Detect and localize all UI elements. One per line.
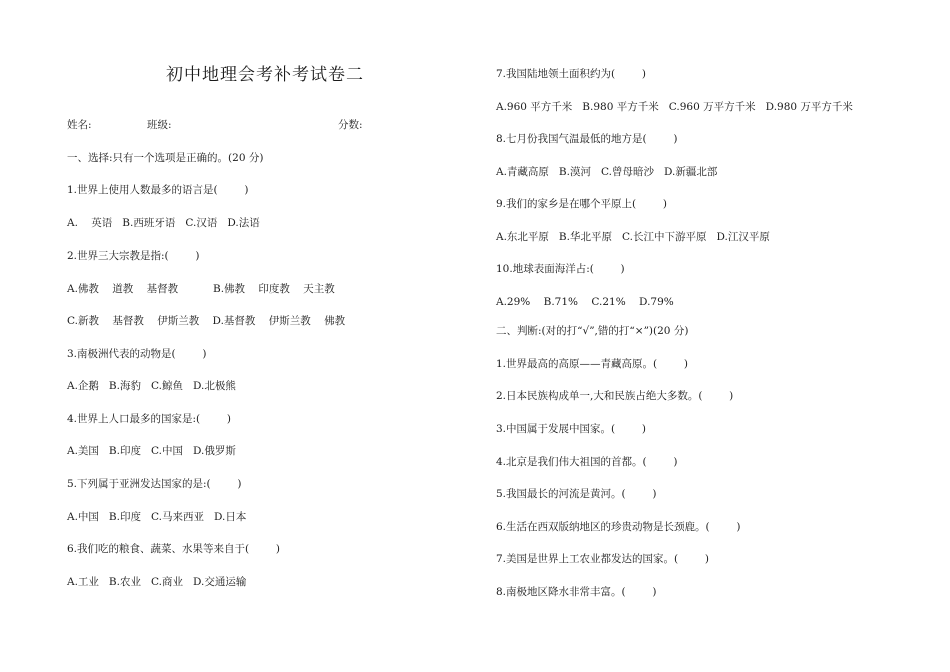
- question-10: 10.地球表面海洋占:( ): [496, 263, 625, 275]
- question-1: 1.世界上使用人数最多的语言是( ): [67, 184, 249, 196]
- question-1-options: A. 英语 B.西班牙语 C.汉语 D.法语: [67, 217, 260, 229]
- question-5-options: A.中国 B.印度 C.马来西亚 D.日本: [67, 511, 247, 523]
- question-7: 7.我国陆地领土面积约为( ): [496, 68, 646, 80]
- question-10-options: A.29% B.71% C.21% D.79%: [496, 296, 674, 308]
- judgment-6: 6.生活在西双版纳地区的珍贵动物是长颈鹿。( ): [496, 521, 741, 533]
- question-7-options: A.960 平方千米 B.980 平方千米 C.960 万平方千米 D.980 万平方千米: [496, 101, 853, 113]
- judgment-4: 4.北京是我们伟大祖国的首都。( ): [496, 456, 678, 468]
- question-8-options: A.青藏高原 B.漠河 C.曾母暗沙 D.新疆北部: [496, 166, 718, 178]
- question-3: 3.南极洲代表的动物是( ): [67, 348, 207, 360]
- question-2: 2.世界三大宗教是指:( ): [67, 250, 200, 262]
- question-2-options-b: B.佛教 印度教 天主教: [213, 283, 335, 295]
- class-label: 班级:: [147, 119, 172, 131]
- question-3-options: A.企鹅 B.海豹 C.鲸鱼 D.北极熊: [67, 380, 236, 392]
- question-6: 6.我们吃的粮食、蔬菜、水果等来自于( ): [67, 543, 280, 555]
- judge-section-header: 二、判断:(对的打“√”,错的打“×”)(20 分): [496, 325, 689, 337]
- question-5: 5.下列属于亚洲发达国家的是:( ): [67, 478, 242, 490]
- judgment-5: 5.我国最长的河流是黄河。( ): [496, 488, 657, 500]
- question-2-options-cd: C.新教 基督教 伊斯兰教 D.基督教 伊斯兰教 佛教: [67, 315, 346, 327]
- score-label: 分数:: [338, 119, 363, 131]
- judgment-8: 8.南极地区降水非常丰富。( ): [496, 586, 657, 598]
- question-6-options: A.工业 B.农业 C.商业 D.交通运输: [67, 576, 247, 588]
- page-title: 初中地理会考补考试卷二: [166, 65, 364, 85]
- judgment-7: 7.美国是世界上工农业都发达的国家。( ): [496, 553, 709, 565]
- judgment-3: 3.中国属于发展中国家。( ): [496, 423, 646, 435]
- choice-section-header: 一、选择:只有一个选项是正确的。(20 分): [67, 152, 264, 164]
- judgment-2: 2.日本民族构成单一,大和民族占绝大多数。( ): [496, 390, 734, 402]
- question-9: 9.我们的家乡是在哪个平原上( ): [496, 198, 667, 210]
- question-8: 8.七月份我国气温最低的地方是( ): [496, 133, 678, 145]
- name-label: 姓名:: [67, 119, 92, 131]
- question-4-options: A.美国 B.印度 C.中国 D.俄罗斯: [67, 445, 236, 457]
- question-9-options: A.东北平原 B.华北平原 C.长江中下游平原 D.江汉平原: [496, 231, 770, 243]
- question-4: 4.世界上人口最多的国家是:( ): [67, 413, 231, 425]
- judgment-1: 1.世界最高的高原——青藏高原。( ): [496, 358, 688, 370]
- question-2-options-a: A.佛教 道教 基督教: [67, 283, 179, 295]
